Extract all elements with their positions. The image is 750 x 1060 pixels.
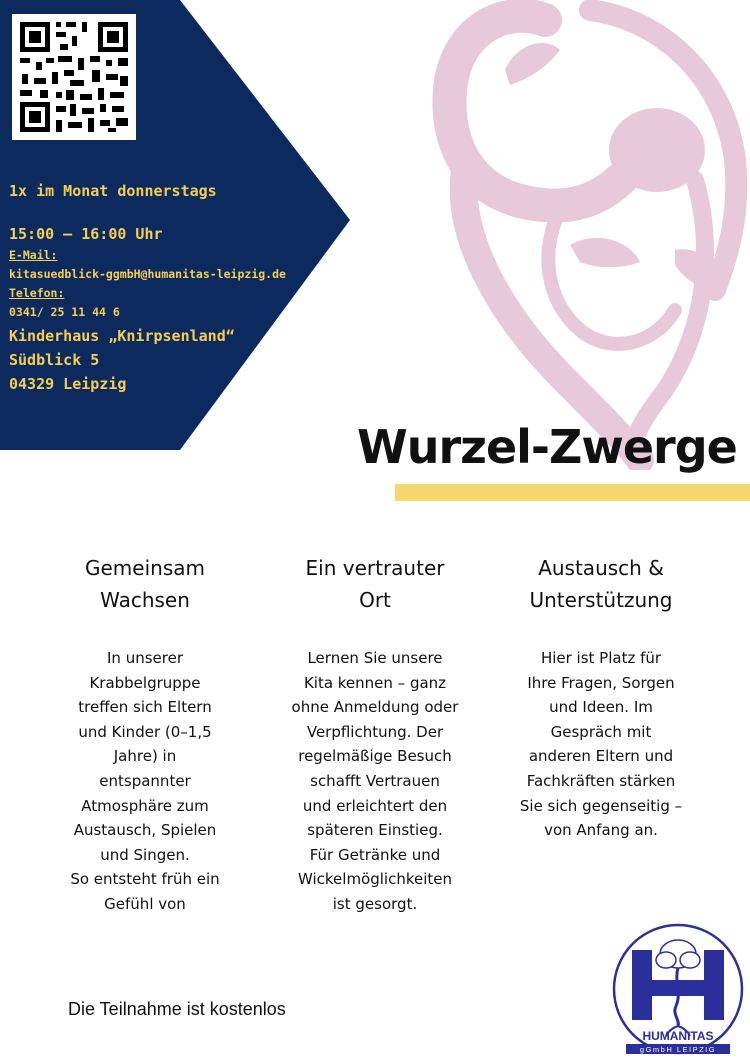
page-title: Wurzel-Zwerge [357, 420, 737, 474]
column-body [496, 646, 706, 843]
heading-line: Ort [359, 588, 391, 612]
body-line: So entsteht früh ein [70, 870, 220, 889]
body-line: Wickelmöglichkeiten [297, 870, 453, 889]
heading-line: Austausch & [538, 556, 664, 580]
column-heading [496, 552, 706, 616]
body-line: und Singen. [100, 845, 190, 864]
body-line: Fachkräften stärken [526, 771, 676, 790]
heading-line: Ein vertrauter [305, 556, 445, 580]
body-line: und erleichtert den [302, 796, 448, 815]
body-line: Für Getränke und [309, 845, 441, 864]
footer-note: Die Teilnahme ist kostenlos [68, 999, 286, 1019]
title-underline-bar [395, 484, 750, 501]
venue-name: Kinderhaus „Knirpsenland“ [9, 327, 235, 345]
body-line: entspannter [99, 771, 191, 790]
body-line: ist gesorgt. [332, 894, 418, 913]
body-line: und Kinder (0–1,5 [78, 722, 212, 741]
logo-subtitle: gGmbH LEIPZIG [639, 1045, 717, 1054]
body-line: Verpflichtung. Der [306, 722, 444, 741]
heading-line: Gemeinsam [85, 556, 205, 580]
body-line: anderen Eltern und [528, 747, 674, 766]
mother-child-illustration [395, 0, 750, 470]
body-line: regelmäßige Besuch [298, 747, 452, 766]
column-gemeinsam-wachsen [40, 552, 250, 917]
column-vertrauter-ort [270, 552, 480, 917]
email-label: E-Mail: [9, 248, 58, 262]
body-line: ohne Anmeldung oder [291, 698, 459, 717]
body-line: Ihre Fragen, Sorgen [527, 673, 675, 692]
time-text: 15:00 – 16:00 Uhr [9, 225, 163, 243]
body-line: treffen sich Eltern [78, 698, 212, 717]
body-line: schafft Vertrauen [310, 771, 440, 790]
column-heading [40, 552, 250, 616]
body-line: von Anfang an. [544, 821, 658, 840]
qr-code-icon[interactable] [12, 14, 136, 140]
email-link[interactable]: kitasuedblick-ggmbH@humanitas-leipzig.de [9, 267, 286, 281]
body-line: Sie sich gegenseitig – [519, 796, 683, 815]
street-address: Südblick 5 [9, 351, 100, 369]
logo-name: HUMANITAS [642, 1029, 714, 1043]
body-line: In unserer [107, 649, 183, 667]
humanitas-logo [606, 922, 746, 1058]
phone-label: Telefon: [9, 286, 65, 300]
phone-number[interactable]: 0341/ 25 11 44 6 [9, 305, 120, 319]
body-line: Atmosphäre zum [81, 796, 209, 815]
body-line: Kita kennen – ganz [303, 673, 447, 692]
body-line: Gefühl von [104, 894, 186, 913]
body-line: Jahre) in [113, 747, 177, 766]
body-line: späteren Einstieg. [307, 821, 443, 840]
column-austausch-unterstuetzung [496, 552, 706, 843]
heading-line: Wachsen [100, 588, 190, 612]
body-line: Lernen Sie unsere [307, 649, 443, 667]
column-body [40, 646, 250, 917]
body-line: Krabbelgruppe [89, 673, 201, 692]
schedule-text: 1x im Monat donnerstags [9, 182, 217, 200]
body-line: Gespräch mit [550, 722, 652, 741]
body-line: Hier ist Platz für [540, 649, 662, 667]
city-address: 04329 Leipzig [9, 375, 127, 393]
body-line: Austausch, Spielen [73, 821, 217, 840]
heading-line: Unterstützung [529, 588, 673, 612]
column-heading [270, 552, 480, 616]
body-line: und Ideen. Im [549, 698, 653, 717]
column-body [270, 646, 480, 917]
